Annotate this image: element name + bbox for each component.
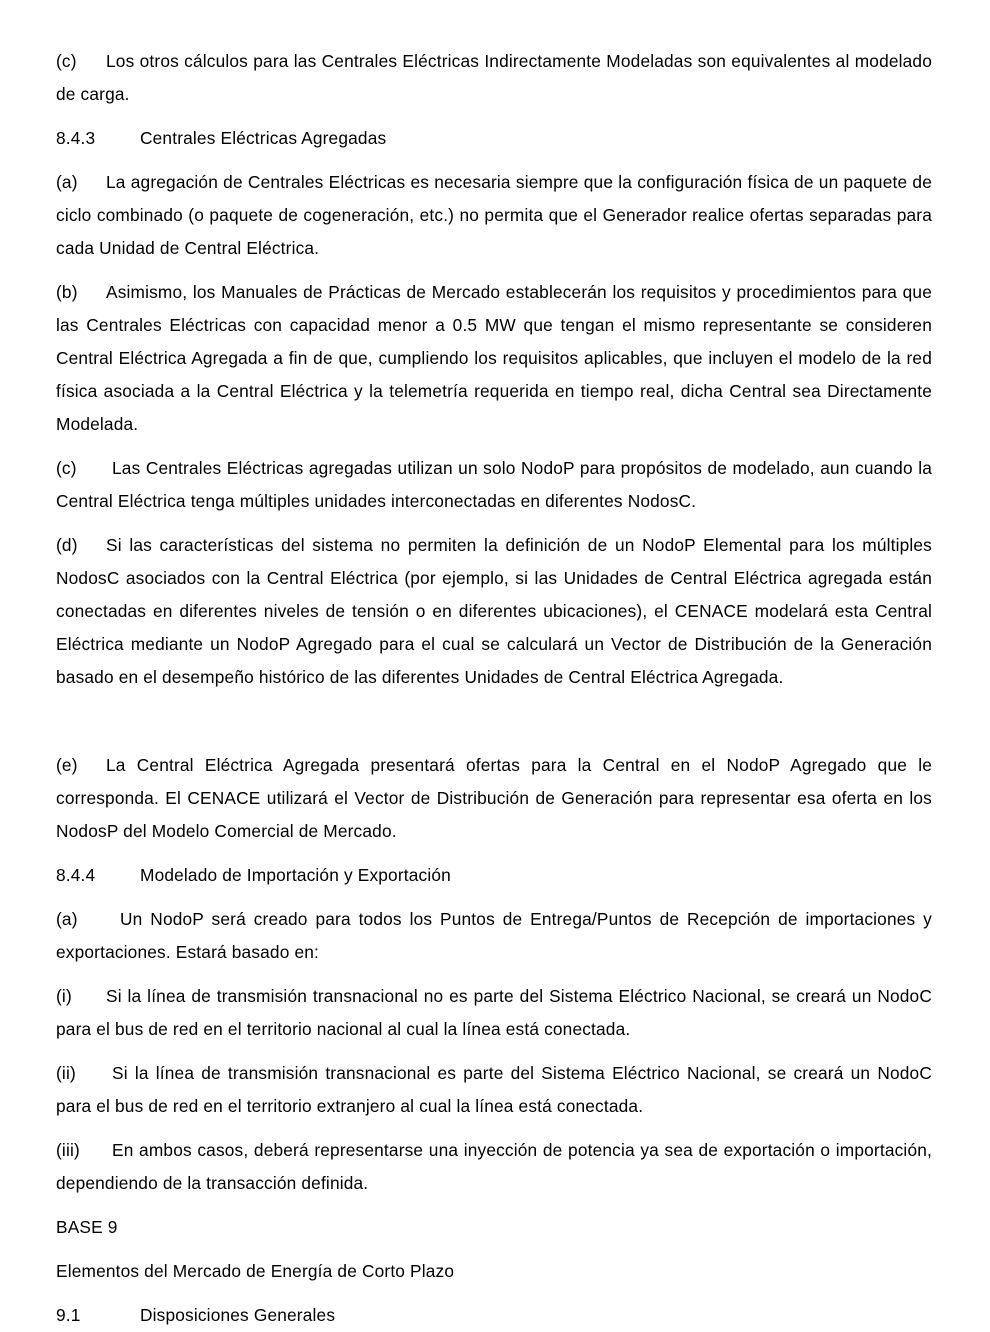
paragraph-a-agregacion — [56, 166, 932, 265]
paragraph-i-linea-no-parte — [56, 980, 932, 1046]
heading-9-1 — [56, 1299, 932, 1332]
paragraph-text: Si la línea de transmisión transnacional es parte del Sistema Eléctrico Nacional, se creará un NodoC para el bus de red en el territorio extranjero al cual la línea está conectada. — [56, 1063, 932, 1116]
heading-number: 8.4.3 — [56, 128, 96, 148]
heading-number: 8.4.4 — [56, 865, 96, 885]
paragraph-b-asimismo — [56, 276, 932, 441]
heading-8-4-3 — [56, 122, 932, 155]
paragraph-text: Un NodoP será creado para todos los Puntos de Entrega/Puntos de Recepción de importaciones y exportaciones. Estará basado en: — [56, 909, 932, 962]
heading-8-4-4 — [56, 859, 932, 892]
heading-title: Modelado de Importación y Exportación — [140, 865, 451, 885]
paragraph-marker: (c) — [56, 51, 77, 71]
heading-title: Disposiciones Generales — [140, 1305, 336, 1325]
paragraph-text: Si las características del sistema no permiten la definición de un NodoP Elemental para los múltiples NodosC asociados con la Central Eléctrica (por ejemplo, si las Unidades de Central Eléctrica agregada están conectadas en diferentes niveles de tensión o en diferentes ubicaciones), el CENACE modelará esta Central Eléctrica mediante un NodoP Agregado para el cual se calculará un Vector de Distribución de la Generación basado en el desempeño histórico de las diferentes Unidades de Central Eléctrica Agregada. — [56, 535, 932, 687]
heading-title: Centrales Eléctricas Agregadas — [140, 128, 387, 148]
paragraph-marker: (a) — [56, 909, 78, 929]
paragraph-e-presentara-ofertas — [56, 749, 932, 848]
section-spacer — [56, 705, 932, 749]
paragraph-text: La agregación de Centrales Eléctricas es necesaria siempre que la configuración física de un paquete de ciclo combinado (o paquete de cogeneración, etc.) no permita que el Generador realice ofertas separadas para cada Unidad de Central Eléctrica. — [56, 172, 932, 258]
paragraph-marker: (a) — [56, 172, 78, 192]
paragraph-marker: (e) — [56, 755, 78, 775]
paragraph-marker: (d) — [56, 535, 78, 555]
paragraph-text: Las Centrales Eléctricas agregadas utilizan un solo NodoP para propósitos de modelado, aun cuando la Central Eléctrica tenga múltiples unidades interconectadas en diferentes NodosC. — [56, 458, 932, 511]
paragraph-marker: (ii) — [56, 1063, 76, 1083]
paragraph-marker: (c) — [56, 458, 77, 478]
paragraph-marker: (iii) — [56, 1140, 80, 1160]
paragraph-d-caracteristicas — [56, 529, 932, 694]
paragraph-text: Los otros cálculos para las Centrales Eléctricas Indirectamente Modeladas son equivalentes al modelado de carga. — [56, 51, 932, 104]
heading-number: 9.1 — [56, 1305, 81, 1325]
heading-base-9: BASE 9 — [56, 1217, 118, 1237]
paragraph-text: Asimismo, los Manuales de Prácticas de Mercado establecerán los requisitos y procedimientos para que las Centrales Eléctricas con capacidad menor a 0.5 MW que tengan el mismo representante se consideren Central Eléctrica Agregada a fin de que, cumpliendo los requisitos aplicables, que incluyen el modelo de la red física asociada a la Central Eléctrica y la telemetría requerida en tiempo real, dicha Central sea Directamente Modelada. — [56, 282, 932, 434]
paragraph-marker: (b) — [56, 282, 78, 302]
paragraph-text: La Central Eléctrica Agregada presentará ofertas para la Central en el NodoP Agregado que le corresponda. El CENACE utilizará el Vector de Distribución de Generación para representar esa oferta en los NodosP del Modelo Comercial de Mercado. — [56, 755, 932, 841]
paragraph-c-agregadas-nodop — [56, 452, 932, 518]
document-body — [56, 45, 932, 1332]
paragraph-ii-linea-es-parte — [56, 1057, 932, 1123]
heading-base-9-title: Elementos del Mercado de Energía de Corto Plazo — [56, 1261, 455, 1281]
paragraph-a-nodop-creado — [56, 903, 932, 969]
paragraph-text: Si la línea de transmisión transnacional no es parte del Sistema Eléctrico Nacional, se creará un NodoC para el bus de red en el territorio nacional al cual la línea está conectada. — [56, 986, 932, 1039]
paragraph-marker: (i) — [56, 986, 72, 1006]
paragraph-c-otros-calculos — [56, 45, 932, 111]
paragraph-iii-ambos-casos — [56, 1134, 932, 1200]
paragraph-text: En ambos casos, deberá representarse una inyección de potencia ya sea de exportación o importación, dependiendo de la transacción definida. — [56, 1140, 932, 1193]
